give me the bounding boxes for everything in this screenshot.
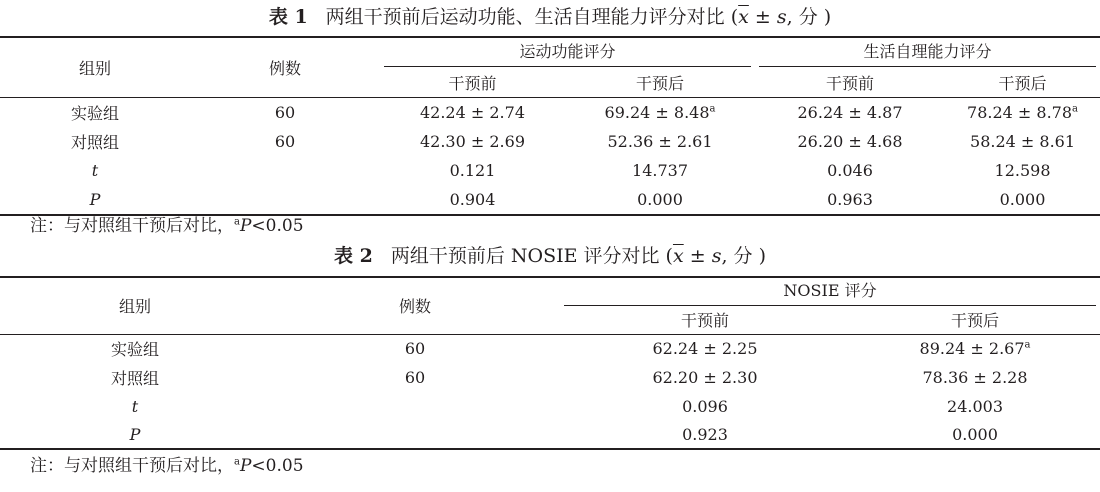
table1-cell-life-after: 58.24 ± 8.61 [970,132,1076,151]
table2-row-n: 60 [404,339,426,359]
significance-mark: a [709,103,716,115]
table2-col-after: 干预后 [850,306,1100,334]
table1-note [30,215,304,237]
table2-cell-after: 78.36 ± 2.28 [922,368,1028,387]
table1-note-sup: a [234,216,240,228]
table1-col-group: 组别 [0,37,190,97]
table-row [0,363,1100,392]
table2-row-n: 60 [404,368,426,387]
table-row [0,97,1100,127]
table1-row-label: 对照组 [70,133,119,152]
table1-col-motor [380,37,755,68]
table2-cell-before: 0.096 [682,396,728,416]
table2-col-nosie [560,277,1100,306]
table1-cell-motor-before: 0.121 [449,161,496,180]
table1-caption-label: 表 1 [268,6,308,28]
table2-header-row-1 [0,277,1100,306]
table2-note-prefix: 注：与对照组干预后对比， [30,456,234,476]
table2-cell-value: 89.24 ± 2.67 [919,339,1025,359]
table1-cell-motor-before: 0.904 [380,185,565,215]
table2-col-count: 例数 [270,277,560,334]
table2-caption-text: 两组干预前后 NOSIE 评分对比 ( [390,245,673,267]
table1-cell-life-after: 12.598 [994,161,1051,180]
table2-note-tail: <0.05 [251,456,304,476]
table1-note-tail: <0.05 [251,216,304,236]
table2-row-n [270,392,560,420]
table2-col-group: 组别 [0,277,270,334]
table1-caption-text: 两组干预前后运动功能、生活自理能力评分对比 ( [325,6,739,28]
table1-cell-life-after [945,97,1100,127]
table2-cell-after: 24.003 [947,396,1003,416]
table2-row-label: P [0,420,270,449]
table1-row-n: 60 [274,102,296,122]
table-row [0,156,1100,185]
table2-row-label: 对照组 [110,369,159,388]
table1-cell-motor-after: 52.36 ± 2.61 [607,132,713,151]
table1-col-motor-before: 干预前 [380,68,565,97]
table1-cell-motor-after: 0.000 [565,185,755,215]
table1-row-label: t [91,161,99,180]
table2-caption-pm: ± [683,245,712,267]
significance-mark: a [1072,103,1079,115]
table1-note-prefix: 注：与对照组干预后对比， [30,216,234,236]
table2-caption-sd-symbol: s [711,245,722,267]
table2-row-n [270,420,560,449]
significance-mark: a [1024,339,1031,351]
table1-col-motor-label: 运动功能评分 [384,39,751,67]
table1-header-row-1 [0,37,1100,68]
table1-cell-life-before: 26.20 ± 4.68 [797,132,903,151]
table2-col-before: 干预前 [560,306,850,334]
table1-note-p: P [239,216,252,236]
table2-caption-mean-symbol: $\overline{x}$ [672,245,684,267]
table1-cell-life-after: 0.000 [945,185,1100,215]
table1-caption [0,5,1100,29]
table2-caption-label: 表 2 [334,245,373,267]
table-row [0,420,1100,449]
table-row [0,127,1100,156]
table1-caption-tail: , 分 ) [786,6,832,28]
table1-caption-sd-symbol: s [776,6,787,28]
table2-cell-after [850,334,1100,363]
table2-cell-before: 0.923 [560,420,850,449]
table1-caption-pm: ± [748,6,777,28]
table1-cell-motor-before: 42.30 ± 2.69 [419,132,525,151]
table2-cell-after: 0.000 [850,420,1100,449]
table1-row-n: 60 [274,132,296,151]
table1-col-life-after: 干预后 [945,68,1100,97]
table1-cell-life-before: 0.963 [755,185,945,215]
table1-cell-motor-before: 42.24 ± 2.74 [419,102,525,122]
table1-row-label: 实验组 [70,103,119,123]
table1-row-n [190,185,380,215]
table2-row-label: 实验组 [110,340,159,360]
table1-col-motor-after: 干预后 [565,68,755,97]
table1-col-count: 例数 [190,37,380,97]
table1-cell-motor-after [565,97,755,127]
table1-row-n [190,156,380,185]
table2-caption [0,244,1100,268]
table1-cell-life-before: 26.24 ± 4.87 [797,102,903,122]
table2-note-sup: a [234,456,240,468]
table1-cell-life-before: 0.046 [827,161,873,180]
table2-row-label: t [131,396,139,416]
table-row [0,185,1100,215]
table1-cell-value: 69.24 ± 8.48 [604,102,710,122]
table2-caption-tail: , 分 ) [721,245,766,267]
table2-col-nosie-label: NOSIE 评分 [564,278,1096,306]
table2-cell-before: 62.24 ± 2.25 [652,339,758,359]
table1-col-life [755,37,1100,68]
table1-col-life-before: 干预前 [755,68,945,97]
table1-row-label: P [0,185,190,215]
table2-note [30,455,304,477]
table-row [0,334,1100,363]
table2 [0,276,1100,450]
table2-cell-before: 62.20 ± 2.30 [652,368,758,387]
table-row [0,392,1100,420]
table1-caption-mean-symbol: $\overline{x}$ [738,6,749,28]
table1-cell-motor-after: 14.737 [632,161,688,180]
table1-col-life-label: 生活自理能力评分 [759,39,1096,67]
table1 [0,36,1100,216]
table2-note-p: P [239,456,252,476]
table1-cell-value: 78.24 ± 8.78 [967,102,1073,122]
